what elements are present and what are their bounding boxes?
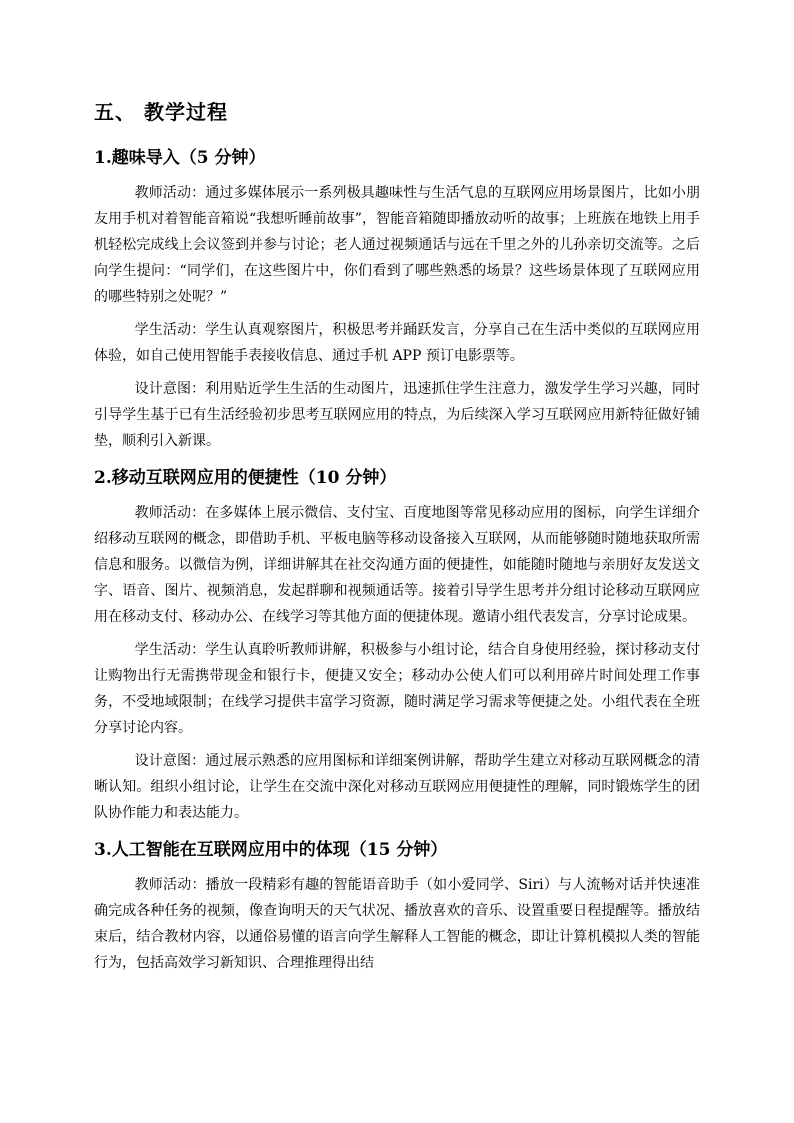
paragraph-teacher-activity: 教师活动：通过多媒体展示一系列极具趣味性与生活气息的互联网应用场景图片，比如小朋友用手机对着智能音箱说“我想听睡前故事”，智能音箱随即播放动听的故事；上班族在地铁上用手机轻松完成线上会议签到并参与讨论；老人通过视频通话与远在千里之外的儿孙亲切交流等。之后向学生提问：“同学们，在这些图片中，你们看到了哪些熟悉的场景？这些场景体现了互联网应用的哪些特别之处呢？” xyxy=(94,185,700,305)
subsection-ai xyxy=(94,834,700,976)
subsection-heading: 1.趣味导入（5 分钟） xyxy=(94,148,266,168)
paragraph-teacher-activity: 教师活动：播放一段精彩有趣的智能语音助手（如小爱同学、Siri）与人流畅对话并快速准确完成各种任务的视频，像查询明天的天气状况、播放喜欢的音乐、设置重要日程提醒等。播放结束后，结合教材内容，以通俗易懂的语言向学生解释人工智能的概念，即让计算机模拟人类的智能行为，包括高效学习新知识、合理推理得出结 xyxy=(94,877,700,971)
document-page xyxy=(94,92,700,983)
paragraph-student-activity: 学生活动：学生认真聆听教师讲解，积极参与小组讨论，结合自身使用经验，探讨移动支付让购物出行无需携带现金和银行卡，便捷又安全；移动办公使人们可以利用碎片时间处理工作事务，不受地域限制；在线学习提供丰富学习资源，随时满足学习需求等便捷之处。小组代表在全班分享讨论内容。 xyxy=(94,642,700,736)
subsection-intro xyxy=(94,142,700,454)
paragraph-design-intent: 设计意图：通过展示熟悉的应用图标和详细案例讲解，帮助学生建立对移动互联网概念的清晰认知。组织小组讨论，让学生在交流中深化对移动互联网应用便捷性的理解，同时锻炼学生的团队协作能力和表达能力。 xyxy=(94,753,700,821)
section-title: 五、 教学过程 xyxy=(94,100,228,124)
subsection-heading: 2.移动互联网应用的便捷性（10 分钟） xyxy=(94,468,397,488)
paragraph-student-activity: 学生活动：学生认真观察图片，积极思考并踊跃发言，分享自己在生活中类似的互联网应用体验，如自己使用智能手表接收信息、通过手机 APP 预订电影票等。 xyxy=(94,322,700,364)
subsection-mobile-internet xyxy=(94,462,700,826)
subsection-heading: 3.人工智能在互联网应用中的体现（15 分钟） xyxy=(94,840,448,860)
paragraph-design-intent: 设计意图：利用贴近学生生活的生动图片，迅速抓住学生注意力，激发学生学习兴趣，同时引导学生基于已有生活经验初步思考互联网应用的特点，为后续深入学习互联网应用新特征做好铺垫，顺利引入新课。 xyxy=(94,381,700,449)
paragraph-teacher-activity: 教师活动：在多媒体上展示微信、支付宝、百度地图等常见移动应用的图标，向学生详细介绍移动互联网的概念，即借助手机、平板电脑等移动设备接入互联网，从而能够随时随地获取所需信息和服务。以微信为例，详细讲解其在社交沟通方面的便捷性，如能随时随地与亲朋好友发送文字、语音、图片、视频消息，发起群聊和视频通话等。接着引导学生思考并分组讨论移动互联网应用在移动支付、移动办公、在线学习等其他方面的便捷体现。邀请小组代表发言，分享讨论成果。 xyxy=(94,505,700,625)
